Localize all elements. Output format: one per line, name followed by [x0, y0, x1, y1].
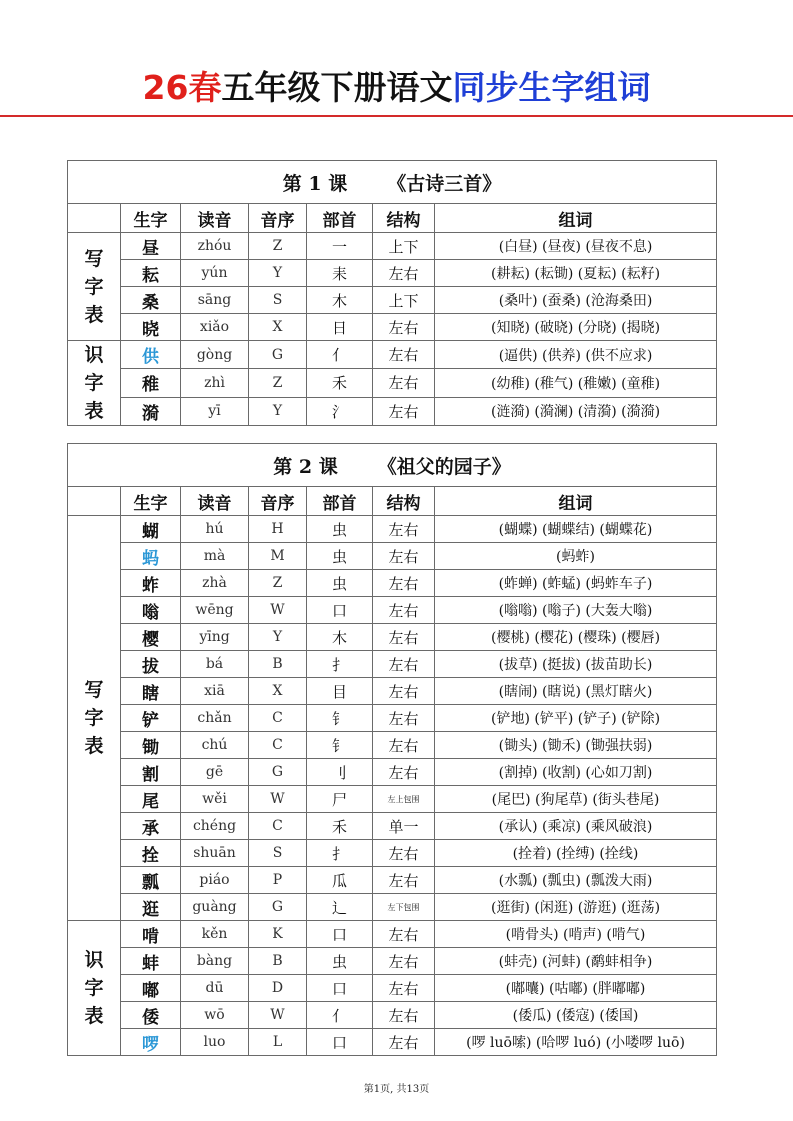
lesson-1-column-header — [68, 204, 717, 233]
structure-cell: 上下 — [373, 287, 435, 314]
char-cell: 锄 — [121, 732, 181, 759]
radical-cell: 口 — [307, 975, 373, 1002]
pinyin-cell: chéng — [181, 813, 249, 840]
column-header-char: 生字 — [121, 204, 181, 233]
column-header-pinyin: 读音 — [181, 204, 249, 233]
words-cell: (水瓢) (瓢虫) (瓢泼大雨) — [435, 867, 717, 894]
title-part-red: 26春 — [142, 68, 222, 107]
structure-cell: 左上包围 — [373, 786, 435, 813]
order-cell: C — [249, 705, 307, 732]
column-header-order: 音序 — [249, 204, 307, 233]
char-cell: 耘 — [121, 260, 181, 287]
structure-cell: 左右 — [373, 341, 435, 369]
table-row — [68, 894, 717, 921]
table-row — [68, 1002, 717, 1029]
radical-cell: 亻 — [307, 1002, 373, 1029]
column-header-order: 音序 — [249, 487, 307, 516]
words-cell: (知晓) (破晓) (分晓) (揭晓) — [435, 314, 717, 341]
table-row — [68, 921, 717, 948]
words-cell: (啃骨头) (啃声) (啃气) — [435, 921, 717, 948]
order-cell: Z — [249, 570, 307, 597]
char-cell: 嗡 — [121, 597, 181, 624]
title-part-blue: 同步生字组词 — [452, 68, 651, 107]
structure-cell: 左右 — [373, 516, 435, 543]
radical-cell: 钅 — [307, 732, 373, 759]
column-header-pinyin: 读音 — [181, 487, 249, 516]
radical-cell: 亻 — [307, 341, 373, 369]
order-cell: D — [249, 975, 307, 1002]
char-cell: 瞎 — [121, 678, 181, 705]
radical-cell: 尸 — [307, 786, 373, 813]
lesson-2-column-header — [68, 487, 717, 516]
table-row — [68, 397, 717, 425]
lesson-2-number: 第 2 课 — [273, 455, 338, 478]
pinyin-cell: yī — [181, 397, 249, 425]
radical-cell: 耒 — [307, 260, 373, 287]
column-header-radical: 部首 — [307, 487, 373, 516]
pinyin-cell: kěn — [181, 921, 249, 948]
char-cell: 樱 — [121, 624, 181, 651]
order-cell: X — [249, 314, 307, 341]
table-row — [68, 651, 717, 678]
column-header-structure: 结构 — [373, 204, 435, 233]
structure-cell: 左右 — [373, 1029, 435, 1056]
radical-cell: 一 — [307, 233, 373, 260]
char-cell: 啃 — [121, 921, 181, 948]
lesson-1-name: 《古诗三首》 — [387, 172, 502, 195]
order-cell: C — [249, 732, 307, 759]
section-label-text: 写字表 — [84, 247, 104, 326]
radical-cell: 木 — [307, 287, 373, 314]
words-cell: (铲地) (铲平) (铲子) (铲除) — [435, 705, 717, 732]
structure-cell: 左右 — [373, 397, 435, 425]
table-row — [68, 840, 717, 867]
radical-cell: 刂 — [307, 759, 373, 786]
table-row — [68, 813, 717, 840]
pinyin-cell: mà — [181, 543, 249, 570]
char-cell: 嘟 — [121, 975, 181, 1002]
pinyin-cell: xiǎo — [181, 314, 249, 341]
section-label-text: 识字表 — [84, 949, 104, 1027]
pinyin-cell: yīng — [181, 624, 249, 651]
page-title — [0, 66, 793, 110]
pinyin-cell: wēng — [181, 597, 249, 624]
structure-cell: 左右 — [373, 921, 435, 948]
table-row — [68, 260, 717, 287]
words-cell: (蚱蝉) (蚱蜢) (蚂蚱车子) — [435, 570, 717, 597]
order-cell: C — [249, 813, 307, 840]
table-row — [68, 759, 717, 786]
table-row — [68, 570, 717, 597]
radical-cell: 禾 — [307, 813, 373, 840]
order-cell: W — [249, 597, 307, 624]
pinyin-cell: chǎn — [181, 705, 249, 732]
words-cell: (桑叶) (蚕桑) (沧海桑田) — [435, 287, 717, 314]
structure-cell: 左下包围 — [373, 894, 435, 921]
radical-cell: 虫 — [307, 948, 373, 975]
char-cell: 桑 — [121, 287, 181, 314]
table-row — [68, 705, 717, 732]
words-cell: (蚂蚱) — [435, 543, 717, 570]
radical-cell: 扌 — [307, 840, 373, 867]
structure-cell: 左右 — [373, 314, 435, 341]
char-cell: 逛 — [121, 894, 181, 921]
radical-cell: 钅 — [307, 705, 373, 732]
char-cell: 拴 — [121, 840, 181, 867]
char-cell: 倭 — [121, 1002, 181, 1029]
structure-cell: 左右 — [373, 759, 435, 786]
order-cell: L — [249, 1029, 307, 1056]
words-cell: (嘟囔) (咕嘟) (胖嘟嘟) — [435, 975, 717, 1002]
column-header-structure: 结构 — [373, 487, 435, 516]
pinyin-cell: xiā — [181, 678, 249, 705]
char-cell: 蝴 — [121, 516, 181, 543]
pinyin-cell: piáo — [181, 867, 249, 894]
radical-cell: 口 — [307, 921, 373, 948]
order-cell: S — [249, 840, 307, 867]
radical-cell: 口 — [307, 597, 373, 624]
structure-cell: 左右 — [373, 369, 435, 397]
order-cell: W — [249, 1002, 307, 1029]
pinyin-cell: zhóu — [181, 233, 249, 260]
char-cell: 瓢 — [121, 867, 181, 894]
lesson-1-table — [67, 160, 717, 426]
char-cell: 晓 — [121, 314, 181, 341]
words-cell: (啰 luō嗦) (哈啰 luó) (小喽啰 luō) — [435, 1029, 717, 1056]
structure-cell: 左右 — [373, 975, 435, 1002]
page-footer: 第1页, 共13页 — [363, 1084, 430, 1095]
pinyin-cell: shuān — [181, 840, 249, 867]
radical-cell: 禾 — [307, 369, 373, 397]
char-cell: 蚂 — [121, 543, 181, 570]
words-cell: (涟漪) (漪澜) (清漪) (漪漪) — [435, 397, 717, 425]
lesson-1-number: 第 1 课 — [282, 172, 348, 195]
section-label-read — [68, 921, 121, 1056]
order-cell: Y — [249, 260, 307, 287]
table-row — [68, 1029, 717, 1056]
radical-cell: 氵 — [307, 397, 373, 425]
table-row — [68, 597, 717, 624]
pinyin-cell: zhà — [181, 570, 249, 597]
order-cell: B — [249, 948, 307, 975]
pinyin-cell: hú — [181, 516, 249, 543]
structure-cell: 单一 — [373, 813, 435, 840]
radical-cell: 日 — [307, 314, 373, 341]
pinyin-cell: yún — [181, 260, 249, 287]
title-part-black: 五年级下册语文 — [221, 68, 453, 107]
words-cell: (蝴蝶) (蝴蝶结) (蝴蝶花) — [435, 516, 717, 543]
order-cell: Z — [249, 233, 307, 260]
column-header-radical: 部首 — [307, 204, 373, 233]
structure-cell: 左右 — [373, 705, 435, 732]
char-cell: 啰 — [121, 1029, 181, 1056]
structure-cell: 左右 — [373, 570, 435, 597]
order-cell: H — [249, 516, 307, 543]
char-cell: 昼 — [121, 233, 181, 260]
structure-cell: 左右 — [373, 624, 435, 651]
order-cell: Y — [249, 397, 307, 425]
order-cell: W — [249, 786, 307, 813]
pinyin-cell: dū — [181, 975, 249, 1002]
table-row — [68, 678, 717, 705]
words-cell: (蚌壳) (河蚌) (鹬蚌相争) — [435, 948, 717, 975]
pinyin-cell: gòng — [181, 341, 249, 369]
char-cell: 拔 — [121, 651, 181, 678]
words-cell: (尾巴) (狗尾草) (街头巷尾) — [435, 786, 717, 813]
table-row — [68, 948, 717, 975]
words-cell: (耕耘) (耘锄) (夏耘) (耘籽) — [435, 260, 717, 287]
order-cell: S — [249, 287, 307, 314]
order-cell: P — [249, 867, 307, 894]
structure-cell: 左右 — [373, 867, 435, 894]
table-row — [68, 786, 717, 813]
pinyin-cell: gē — [181, 759, 249, 786]
column-header-blank — [68, 487, 121, 516]
words-cell: (拴着) (拴缚) (拴线) — [435, 840, 717, 867]
column-header-char: 生字 — [121, 487, 181, 516]
table-row — [68, 867, 717, 894]
pinyin-cell: luo — [181, 1029, 249, 1056]
column-header-words: 组词 — [435, 487, 717, 516]
order-cell: Y — [249, 624, 307, 651]
lesson-2-table — [67, 443, 717, 1056]
table-row — [68, 975, 717, 1002]
pinyin-cell: sāng — [181, 287, 249, 314]
words-cell: (锄头) (锄禾) (锄强扶弱) — [435, 732, 717, 759]
pinyin-cell: guàng — [181, 894, 249, 921]
table-row — [68, 314, 717, 341]
words-cell: (嗡嗡) (嗡子) (大轰大嗡) — [435, 597, 717, 624]
radical-cell: 口 — [307, 1029, 373, 1056]
pinyin-cell: bá — [181, 651, 249, 678]
radical-cell: 虫 — [307, 516, 373, 543]
section-label-write — [68, 233, 121, 341]
char-cell: 铲 — [121, 705, 181, 732]
radical-cell: 瓜 — [307, 867, 373, 894]
words-cell: (白昼) (昼夜) (昼夜不息) — [435, 233, 717, 260]
words-cell: (倭瓜) (倭寇) (倭国) — [435, 1002, 717, 1029]
pinyin-cell: bàng — [181, 948, 249, 975]
section-label-text: 写字表 — [84, 679, 104, 757]
radical-cell: 虫 — [307, 543, 373, 570]
pinyin-cell: wō — [181, 1002, 249, 1029]
radical-cell: 目 — [307, 678, 373, 705]
order-cell: G — [249, 894, 307, 921]
structure-cell: 左右 — [373, 651, 435, 678]
structure-cell: 左右 — [373, 732, 435, 759]
column-header-words: 组词 — [435, 204, 717, 233]
table-row — [68, 543, 717, 570]
char-cell: 尾 — [121, 786, 181, 813]
order-cell: G — [249, 759, 307, 786]
order-cell: G — [249, 341, 307, 369]
order-cell: K — [249, 921, 307, 948]
radical-cell: 扌 — [307, 651, 373, 678]
structure-cell: 左右 — [373, 597, 435, 624]
structure-cell: 左右 — [373, 948, 435, 975]
lesson-2-name: 《祖父的园子》 — [377, 455, 511, 478]
structure-cell: 左右 — [373, 678, 435, 705]
structure-cell: 上下 — [373, 233, 435, 260]
words-cell: (承认) (乘凉) (乘风破浪) — [435, 813, 717, 840]
char-cell: 割 — [121, 759, 181, 786]
section-label-read — [68, 341, 121, 426]
lesson-2-heading — [68, 444, 717, 487]
radical-cell: 虫 — [307, 570, 373, 597]
structure-cell: 左右 — [373, 543, 435, 570]
pinyin-cell: chú — [181, 732, 249, 759]
radical-cell: 辶 — [307, 894, 373, 921]
table-row — [68, 287, 717, 314]
char-cell: 供 — [121, 341, 181, 369]
table-row — [68, 516, 717, 543]
structure-cell: 左右 — [373, 1002, 435, 1029]
char-cell: 蚌 — [121, 948, 181, 975]
pinyin-cell: wěi — [181, 786, 249, 813]
table-row — [68, 624, 717, 651]
words-cell: (逼供) (供养) (供不应求) — [435, 341, 717, 369]
words-cell: (逛街) (闲逛) (游逛) (逛荡) — [435, 894, 717, 921]
section-label-text: 识字表 — [84, 344, 104, 422]
words-cell: (樱桃) (樱花) (樱珠) (樱唇) — [435, 624, 717, 651]
lesson-1-heading — [68, 161, 717, 204]
words-cell: (幼稚) (稚气) (稚嫩) (童稚) — [435, 369, 717, 397]
char-cell: 承 — [121, 813, 181, 840]
title-divider — [0, 115, 793, 117]
table-row — [68, 369, 717, 397]
table-row — [68, 341, 717, 369]
char-cell: 蚱 — [121, 570, 181, 597]
char-cell: 稚 — [121, 369, 181, 397]
order-cell: X — [249, 678, 307, 705]
radical-cell: 木 — [307, 624, 373, 651]
column-header-blank — [68, 204, 121, 233]
words-cell: (拔草) (挺拔) (拔苗助长) — [435, 651, 717, 678]
pinyin-cell: zhì — [181, 369, 249, 397]
lesson-2-body — [68, 516, 717, 1056]
order-cell: B — [249, 651, 307, 678]
order-cell: Z — [249, 369, 307, 397]
structure-cell: 左右 — [373, 840, 435, 867]
table-row — [68, 732, 717, 759]
structure-cell: 左右 — [373, 260, 435, 287]
table-row — [68, 233, 717, 260]
order-cell: M — [249, 543, 307, 570]
section-label-write — [68, 516, 121, 921]
words-cell: (割掉) (收割) (心如刀割) — [435, 759, 717, 786]
words-cell: (瞎闹) (瞎说) (黑灯瞎火) — [435, 678, 717, 705]
char-cell: 漪 — [121, 397, 181, 425]
